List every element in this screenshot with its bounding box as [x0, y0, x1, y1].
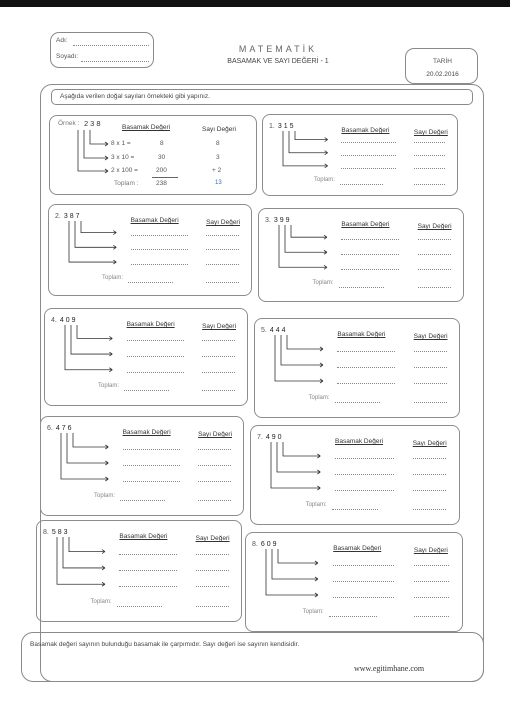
- exercise-card: [262, 114, 458, 196]
- place-value-blank[interactable]: [337, 367, 395, 368]
- face-value-blank[interactable]: [198, 449, 231, 450]
- exercise-arrows: [259, 209, 465, 303]
- face-value-blank[interactable]: [198, 481, 231, 482]
- face-value-blank[interactable]: [413, 490, 447, 491]
- place-value-blank[interactable]: [127, 356, 184, 357]
- exercise-digits: 399: [273, 217, 292, 224]
- face-total-blank[interactable]: [206, 282, 239, 283]
- face-value-blank[interactable]: [418, 239, 451, 240]
- example-row-1-digit: 8: [216, 140, 220, 147]
- face-value-blank[interactable]: [414, 351, 447, 352]
- exercise-digits: 583: [51, 529, 70, 536]
- arrow: [69, 537, 105, 554]
- page-title: MATEMATİK: [238, 44, 318, 54]
- arrow: [65, 325, 112, 372]
- face-value-blank[interactable]: [414, 581, 449, 582]
- arrow: [283, 442, 320, 458]
- arrow: [57, 537, 105, 586]
- arrow: [275, 335, 323, 383]
- place-value-header: Basamak Değeri: [335, 438, 384, 445]
- example-total-label: Toplam :: [114, 180, 139, 187]
- exercise-index: 4.: [51, 317, 57, 324]
- exercise-digits: 444: [269, 327, 288, 334]
- face-value-blank[interactable]: [196, 586, 229, 587]
- instruction-text: Aşağıda verilen doğal sayıları örnekteki gibi yapınız.: [60, 93, 210, 100]
- exercise-card: [250, 425, 460, 525]
- date-value: 20.02.2016: [426, 71, 459, 78]
- place-value-blank[interactable]: [333, 565, 394, 566]
- place-value-blank[interactable]: [123, 481, 180, 482]
- total-blank[interactable]: [329, 616, 377, 617]
- example-total-value: 238: [156, 180, 167, 187]
- date-box: [405, 48, 478, 84]
- face-total-blank[interactable]: [196, 606, 229, 607]
- total-blank[interactable]: [332, 509, 378, 510]
- example-card: [49, 115, 257, 195]
- total-label: Toplam:: [90, 598, 112, 605]
- face-value-blank[interactable]: [413, 474, 447, 475]
- example-row-3-place: 200: [156, 167, 167, 174]
- total-blank[interactable]: [340, 184, 383, 185]
- exercise-index: 5.: [261, 327, 267, 334]
- example-number: 238: [84, 119, 103, 128]
- place-value-blank[interactable]: [131, 249, 188, 250]
- place-value-blank[interactable]: [335, 490, 394, 491]
- place-value-blank[interactable]: [123, 449, 180, 450]
- arrow: [77, 325, 112, 340]
- example-row-1-place: 8: [160, 140, 164, 147]
- name-line: [73, 45, 149, 46]
- example-row-2-digit: 3: [216, 154, 220, 161]
- total-blank[interactable]: [128, 282, 173, 283]
- place-value-blank[interactable]: [335, 458, 394, 459]
- face-value-blank[interactable]: [418, 254, 451, 255]
- face-value-blank[interactable]: [413, 458, 447, 459]
- exercise-arrows: [37, 521, 243, 623]
- face-value-blank[interactable]: [206, 264, 239, 265]
- arrow: [272, 549, 318, 581]
- face-value-blank[interactable]: [414, 597, 449, 598]
- exercise-arrows: [255, 319, 461, 419]
- footer-note: Basamak değeri sayının bulunduğu basamak ile çarpımıdır. Sayı değeri ise sayının kendisidir.: [30, 641, 300, 648]
- arrow: [266, 549, 318, 597]
- name-box: [50, 32, 154, 68]
- place-value-header: Basamak Değeri: [341, 221, 390, 228]
- place-value-blank[interactable]: [119, 554, 177, 555]
- place-value-blank[interactable]: [337, 383, 395, 384]
- arrow: [61, 433, 108, 481]
- example-total-rule: [152, 177, 178, 178]
- face-total-blank[interactable]: [414, 402, 447, 403]
- place-value-blank[interactable]: [337, 351, 395, 352]
- exercise-card: [258, 208, 464, 302]
- total-blank[interactable]: [117, 606, 162, 607]
- exercise-index: 8.: [43, 529, 49, 536]
- face-value-header: Sayı Değeri: [202, 323, 237, 330]
- arrow: [287, 335, 323, 351]
- exercise-card: [245, 532, 463, 632]
- example-face-value-header: Sayı Değeri: [202, 126, 236, 133]
- exercise-arrows: [251, 426, 461, 526]
- exercise-index: 8.: [252, 541, 258, 548]
- exercise-card: [36, 520, 242, 622]
- face-value-blank[interactable]: [206, 235, 239, 236]
- face-value-blank[interactable]: [414, 168, 445, 169]
- instruction-bar: [51, 89, 473, 105]
- place-value-blank[interactable]: [333, 581, 394, 582]
- exercise-arrows: [246, 533, 464, 633]
- example-arrows: [50, 116, 258, 196]
- face-value-header: Sayı Değeri: [206, 219, 241, 226]
- place-value-blank[interactable]: [341, 254, 399, 255]
- example-row-1-expr: 8 x 1 =: [111, 140, 131, 147]
- exercise-arrows: [45, 309, 249, 407]
- scan-top-edge: [0, 0, 510, 7]
- face-total-blank[interactable]: [202, 390, 235, 391]
- place-value-blank[interactable]: [341, 168, 396, 169]
- name-label: Adı:: [56, 37, 68, 44]
- exercise-card: [48, 204, 252, 296]
- total-blank[interactable]: [339, 287, 384, 288]
- face-value-blank[interactable]: [414, 142, 445, 143]
- face-total-blank[interactable]: [414, 616, 449, 617]
- example-place-value-header: Basamak Değeri: [122, 124, 171, 131]
- exercise-index: 3.: [265, 217, 271, 224]
- total-blank[interactable]: [120, 500, 165, 501]
- arrow: [278, 549, 318, 565]
- total-label: Toplam:: [313, 177, 335, 184]
- face-value-header: Sayı Değeri: [413, 333, 448, 340]
- face-value-header: Sayı Değeri: [417, 223, 452, 230]
- face-value-blank[interactable]: [196, 554, 229, 555]
- surname-line: [81, 61, 149, 62]
- footer-url: www.egitimhane.com: [354, 664, 425, 673]
- place-value-blank[interactable]: [333, 597, 394, 598]
- place-value-header: Basamak Değeri: [337, 331, 386, 338]
- exercise-digits: 315: [277, 123, 296, 130]
- total-label: Toplam:: [302, 609, 324, 615]
- face-value-header: Sayı Değeri: [198, 431, 233, 438]
- place-value-header: Basamak Değeri: [119, 533, 168, 540]
- arrow: [279, 225, 327, 269]
- place-value-blank[interactable]: [119, 586, 177, 587]
- exercise-digits: 476: [55, 425, 74, 432]
- face-value-blank[interactable]: [202, 372, 235, 373]
- arrow: [277, 442, 320, 474]
- total-label: Toplam:: [98, 383, 120, 390]
- exercise-digits: 387: [63, 213, 82, 220]
- surname-label: Soyadı:: [56, 53, 79, 60]
- total-label: Toplam:: [94, 493, 116, 499]
- place-value-header: Basamak Değeri: [126, 321, 175, 328]
- example-digit-sum: 13: [215, 180, 222, 186]
- total-label: Toplam:: [308, 395, 330, 401]
- face-value-blank[interactable]: [414, 367, 447, 368]
- face-value-blank[interactable]: [202, 356, 235, 357]
- place-value-header: Basamak Değeri: [122, 429, 171, 436]
- example-row-2-expr: 3 x 10 =: [111, 154, 135, 161]
- place-value-blank[interactable]: [127, 372, 184, 373]
- place-value-blank[interactable]: [341, 239, 399, 240]
- place-value-blank[interactable]: [341, 142, 396, 143]
- face-value-blank[interactable]: [414, 155, 445, 156]
- exercise-arrows: [41, 417, 245, 517]
- face-value-header: Sayı Değeri: [413, 547, 448, 554]
- place-value-blank[interactable]: [131, 235, 188, 236]
- face-value-blank[interactable]: [418, 269, 451, 270]
- exercise-index: 2.: [55, 213, 61, 220]
- example-row-2-place: 30: [158, 154, 166, 161]
- arrow: [81, 221, 116, 235]
- total-label: Toplam:: [312, 280, 334, 287]
- place-value-blank[interactable]: [123, 465, 180, 466]
- face-total-blank[interactable]: [418, 287, 451, 288]
- arrow: [291, 225, 327, 239]
- arrow: [73, 433, 108, 449]
- footer-box: [21, 632, 484, 682]
- face-total-blank[interactable]: [198, 500, 231, 501]
- place-value-header: Basamak Değeri: [333, 545, 382, 552]
- date-label: TARİH: [432, 58, 453, 65]
- place-value-header: Basamak Değeri: [341, 127, 390, 134]
- example-label: Örnek :: [58, 120, 80, 127]
- face-value-header: Sayı Değeri: [195, 535, 230, 542]
- total-blank[interactable]: [335, 402, 380, 403]
- total-label: Toplam:: [102, 274, 124, 281]
- exercise-arrows: [49, 205, 253, 297]
- title-area: [168, 44, 388, 74]
- exercise-index: 1.: [269, 123, 275, 130]
- arrow: [271, 442, 320, 490]
- exercise-card: [44, 308, 248, 406]
- face-value-blank[interactable]: [414, 383, 447, 384]
- exercise-digits: 409: [59, 317, 78, 324]
- exercise-index: 7.: [257, 434, 263, 441]
- exercise-card: [254, 318, 460, 418]
- place-value-blank[interactable]: [127, 340, 184, 341]
- place-value-blank[interactable]: [335, 474, 394, 475]
- place-value-blank[interactable]: [341, 155, 396, 156]
- face-value-header: Sayı Değeri: [413, 129, 448, 136]
- face-value-blank[interactable]: [198, 465, 231, 466]
- exercise-index: 6.: [47, 425, 53, 432]
- face-total-blank[interactable]: [413, 509, 447, 510]
- page-subtitle: BASAMAK VE SAYI DEĞERİ - 1: [227, 58, 329, 65]
- place-value-blank[interactable]: [341, 269, 399, 270]
- exercise-card: [40, 416, 244, 516]
- total-label: Toplam:: [305, 502, 327, 508]
- face-value-header: Sayı Değeri: [412, 440, 447, 447]
- example-row-3-digit: + 2: [212, 167, 222, 174]
- total-blank[interactable]: [124, 390, 169, 391]
- example-row-3-expr: 2 x 100 =: [111, 167, 138, 174]
- face-value-blank[interactable]: [206, 249, 239, 250]
- arrow: [69, 221, 116, 264]
- place-value-blank[interactable]: [119, 570, 177, 571]
- arrow: [283, 131, 328, 168]
- face-value-blank[interactable]: [202, 340, 235, 341]
- face-total-blank[interactable]: [414, 184, 445, 185]
- place-value-header: Basamak Değeri: [130, 217, 179, 224]
- place-value-blank[interactable]: [131, 264, 188, 265]
- exercise-digits: 490: [265, 434, 284, 441]
- face-value-blank[interactable]: [414, 565, 449, 566]
- arrow: [295, 131, 328, 142]
- face-value-blank[interactable]: [196, 570, 229, 571]
- exercise-digits: 609: [260, 541, 279, 548]
